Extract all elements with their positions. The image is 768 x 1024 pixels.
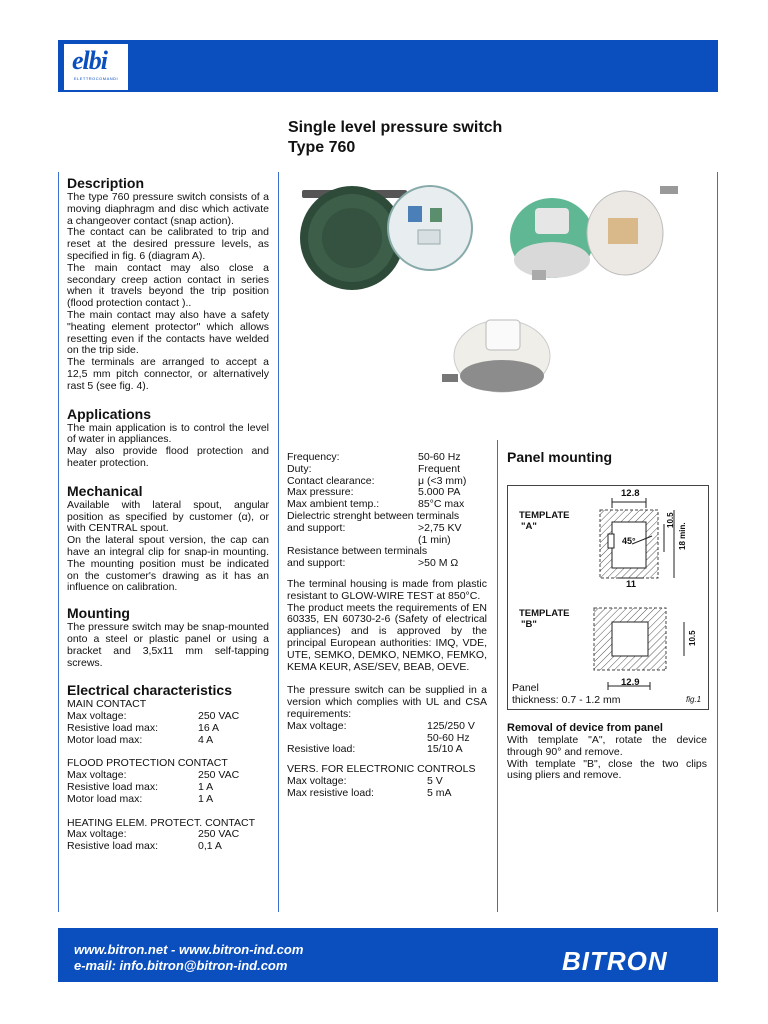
footer-email[interactable]: e-mail: info.bitron@bitron-ind.com — [74, 958, 288, 973]
spec-key: Motor load max: — [67, 792, 143, 805]
spec-row — [287, 558, 487, 570]
bitron-logo: BITRON — [562, 946, 668, 976]
applications-p2: May also provide flood protection and heater protection. — [67, 445, 269, 469]
spec-row — [287, 464, 487, 476]
spec-value: 1 A — [198, 781, 214, 794]
spec-key: Resistive load: — [287, 743, 356, 756]
dim-45: 45° — [622, 536, 636, 546]
template-b-label: TEMPLATE — [519, 608, 570, 619]
electrical-heading: Electrical characteristics — [67, 682, 232, 699]
rule-col2 — [497, 440, 498, 912]
description-heading: Description — [67, 175, 145, 191]
description-text — [67, 192, 269, 393]
removal-section — [507, 722, 707, 782]
spec-value: 16 A — [198, 721, 220, 734]
spec-value: 250 VAC — [198, 769, 240, 782]
lower-switch-image — [442, 320, 550, 392]
spec-row — [67, 735, 269, 747]
dim-10-5-a — [666, 512, 675, 528]
description-p3: The main contact may also close a secondary creep action contact in series when it travels beyond the trip position (flood protection contact ).. — [67, 261, 269, 310]
flood-contact-group — [67, 758, 269, 805]
removal-heading: Removal of device from panel — [507, 722, 663, 734]
spec-value: (1 min) — [418, 533, 451, 546]
approval-text: The product meets the requirements of EN 60335, EN 60730-2-6 (Safety of electrical appliances) and is approved by the principal European authorities: IMQ, VDE, UTE, SEMKO, DEMKO, NEMKO, FEMKO, KEMA KEUR, ASE/SEV, BEAB, OEVE. — [287, 601, 487, 673]
rule-left — [58, 172, 59, 912]
spec-key: Max voltage: — [67, 710, 127, 723]
dim-10-5-b-text: 10.5 — [688, 630, 697, 646]
spec-key: Contact clearance: — [287, 474, 375, 487]
rule-right — [717, 172, 718, 912]
group-title: MAIN CONTACT — [67, 698, 147, 711]
spec-key: Max pressure: — [287, 486, 354, 499]
mechanical-p2: On the lateral spout version, the cap can have an integral clip for snap-in mounting. The mounting position must be indicated on the customer's drawing as it has an influence on calibration. — [67, 534, 269, 594]
dielectric-label: Dielectric strenght between terminals — [287, 509, 460, 522]
applications-p1: The main application is to control the level of water in appliances. — [67, 421, 269, 446]
column-right — [507, 448, 707, 466]
spec-row — [287, 721, 487, 733]
spec-key: Max voltage: — [67, 769, 127, 782]
spec-value: >2,75 KV — [418, 521, 462, 534]
logo-text: elbi — [72, 46, 107, 75]
spec-value: 250 VAC — [198, 828, 240, 841]
removal-template-b: With template "B", close the two clips using pliers and remove. — [507, 757, 707, 782]
title-line-1: Single level pressure switch — [288, 119, 503, 136]
template-a-label: TEMPLATE — [519, 510, 570, 521]
electronic-title: VERS. FOR ELECTRONIC CONTROLS — [287, 763, 476, 776]
description-p5: The terminals are arranged to accept a 12,5 mm pitch connector, or alternatively rast 5 (see fig. 4). — [67, 356, 269, 392]
column-middle — [287, 452, 487, 800]
logo-subtext: ELETTROCOMANDI — [73, 76, 119, 81]
resistance-label: Resistance between terminals — [287, 545, 428, 558]
mounting-text — [67, 622, 269, 669]
spec-value: 5.000 PA — [418, 486, 461, 499]
mounting-p1: The pressure switch may be snap-mounted onto a steel or plastic panel or using a bracket and 3,5x11 mm self-tapping screws. — [67, 621, 269, 669]
rule-col1 — [278, 172, 279, 912]
spec-value: 4 A — [198, 733, 214, 746]
spec-row — [67, 794, 269, 806]
removal-template-a: With template "A", rotate the device through 90° and remove. — [507, 734, 707, 758]
spec-value: 1 A — [198, 792, 214, 805]
spec-key: Resistive load max: — [67, 840, 159, 853]
spec-row — [67, 841, 269, 853]
applications-text — [67, 423, 269, 470]
ul-csa-text: The pressure switch can be supplied in a version which complies with UL and CSA requirements: — [287, 684, 487, 720]
spec-value: 250 VAC — [198, 710, 240, 723]
spec-key: Max voltage: — [67, 828, 127, 841]
spec-value: Frequent — [418, 462, 461, 475]
dim-10-5-a-text: 10.5 — [666, 512, 675, 528]
spec-row — [287, 788, 487, 800]
spec-key: Duty: — [287, 462, 312, 475]
spec-key: Resistive load max: — [67, 721, 159, 734]
description-p1: The type 760 pressure switch consists of a moving diaphragm and disc which activate a changeover contact (snap action). — [67, 191, 269, 227]
product-photo — [290, 168, 710, 438]
spec-value: 125/250 V — [427, 719, 475, 732]
dim-11: 11 — [626, 579, 637, 590]
spec-value: 15/10 A — [427, 743, 463, 756]
panel-mounting-heading: Panel mounting — [507, 449, 612, 465]
housing-text: The terminal housing is made from plastic resistant to GLOW-WIRE TEST at 850°C. — [287, 577, 487, 602]
spec-key: Max voltage: — [287, 774, 347, 787]
group-title: FLOOD PROTECTION CONTACT — [67, 757, 228, 770]
description-p2: The contact can be calibrated to trip and reset at the desired pressure levels, as specified in fig. 6 (diagram A). — [67, 226, 269, 262]
spec-value: 5 V — [427, 774, 443, 787]
spec-value: μ (<3 mm) — [418, 474, 467, 487]
dim-18-min — [678, 522, 687, 550]
electrical-groups — [67, 699, 269, 853]
panel-mounting-diagram — [507, 485, 709, 710]
dim-12-8: 12.8 — [621, 488, 640, 499]
open-switch-image — [388, 186, 472, 270]
spec-value: 85°C max — [418, 498, 465, 511]
spec-key: Max voltage: — [287, 719, 347, 732]
spec-row — [67, 723, 269, 735]
spec-row — [287, 776, 487, 788]
green-switch-image — [510, 198, 594, 280]
mechanical-heading: Mechanical — [67, 482, 143, 499]
spec-key: Resistive load max: — [67, 781, 159, 794]
spec-key: Max ambient temp.: — [287, 498, 380, 511]
template-b-letter: "B" — [521, 619, 537, 630]
dim-10-5-b — [688, 630, 697, 646]
main-contact-group — [67, 699, 269, 746]
title-line-2: Type 760 — [288, 139, 356, 156]
heating-contact-group — [67, 818, 269, 853]
panel-label: Panel — [512, 682, 539, 694]
spec-value: 5 mA — [427, 786, 452, 799]
page-title — [288, 118, 502, 158]
spec-value: 50-60 Hz — [418, 451, 461, 463]
column-left — [67, 174, 269, 853]
spec-key: and support: — [287, 521, 346, 534]
header-bar — [58, 40, 718, 92]
mounting-heading: Mounting — [67, 605, 130, 622]
figure-label: fig.1 — [686, 695, 702, 704]
description-p4: The main contact may also have a safety "heating element protector" which allows resetting even if the contacts have welded on the trip side. — [67, 308, 269, 357]
spec-row — [287, 744, 487, 756]
applications-heading: Applications — [67, 405, 152, 422]
spec-row — [287, 523, 487, 535]
panel-thickness: thickness: 0.7 - 1.2 mm — [512, 694, 621, 706]
dim-18-text: 18 min. — [678, 522, 687, 550]
dim-12-9: 12.9 — [621, 677, 640, 688]
spec-key: Motor load max: — [67, 733, 143, 746]
footer-websites[interactable]: www.bitron.net - www.bitron-ind.com — [74, 942, 304, 957]
spec-key: and support: — [287, 557, 346, 570]
spec-key: Max resistive load: — [287, 786, 374, 799]
white-switch-image — [587, 186, 678, 275]
group-title: HEATING ELEM. PROTECT. CONTACT — [67, 816, 256, 829]
spec-value: >50 M Ω — [418, 557, 459, 570]
spec-value: 50-60 Hz — [427, 731, 470, 744]
spec-value: 0,1 A — [198, 840, 222, 853]
template-a-letter: "A" — [521, 521, 537, 532]
footer-contact — [74, 942, 303, 974]
spec-key: Frequency: — [287, 451, 340, 463]
mechanical-text — [67, 500, 269, 594]
mechanical-p1: Available with lateral spout, angular position as specified by customer (α), or with CENTRAL spout. — [67, 498, 269, 535]
